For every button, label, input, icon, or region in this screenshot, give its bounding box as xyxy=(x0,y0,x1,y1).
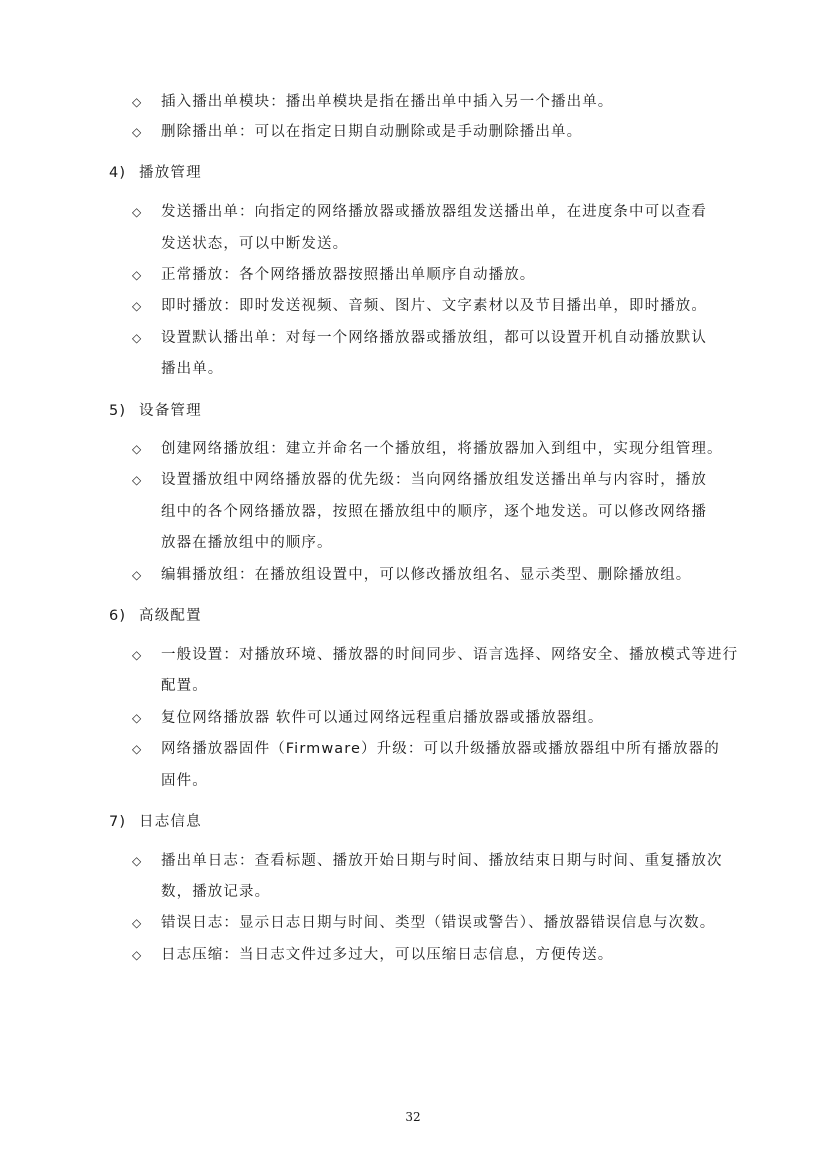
diamond-bullet-icon: ◇ xyxy=(132,299,142,313)
section-title: 播放管理 xyxy=(139,165,202,181)
list-item: 复位网络播放器 软件可以通过网络远程重启播放器或播放器组。 xyxy=(161,710,604,726)
section-heading xyxy=(109,812,202,832)
list-item: 插入播出单模块：播出单模块是指在播出单中插入另一个播出单。 xyxy=(161,94,614,110)
list-item-continuation: 组中的各个网络播放器，按照在播放组中的顺序，逐个地发送。可以修改网络播 xyxy=(161,504,707,520)
section-number: 6) xyxy=(109,608,127,624)
list-item: 设置播放组中网络播放器的优先级：当向网络播放组发送播出单与内容时，播放 xyxy=(161,472,707,488)
list-item: 网络播放器固件（Firmware）升级：可以升级播放器或播放器组中所有播放器的 xyxy=(161,741,720,757)
list-item: 播出单日志：查看标题、播放开始日期与时间、播放结束日期与时间、重复播放次 xyxy=(161,853,723,869)
list-item: 错误日志：显示日志日期与时间、类型（错误或警告）、播放器错误信息与次数。 xyxy=(161,915,716,931)
diamond-bullet-icon: ◇ xyxy=(132,711,142,725)
list-item-continuation: 固件。 xyxy=(161,773,208,789)
diamond-bullet-icon: ◇ xyxy=(132,331,142,345)
list-item-continuation: 发送状态，可以中断发送。 xyxy=(161,236,349,252)
diamond-bullet-icon: ◇ xyxy=(132,648,142,662)
section-heading xyxy=(109,606,202,626)
section-number: 5) xyxy=(109,403,127,419)
list-item-continuation: 放器在播放组中的顺序。 xyxy=(161,535,333,551)
section-heading xyxy=(109,401,202,421)
diamond-bullet-icon: ◇ xyxy=(132,125,142,139)
list-item: 删除播出单：可以在指定日期自动删除或是手动删除播出单。 xyxy=(161,124,583,140)
diamond-bullet-icon: ◇ xyxy=(132,442,142,456)
section-title: 日志信息 xyxy=(139,814,202,830)
diamond-bullet-icon: ◇ xyxy=(132,95,142,109)
section-heading xyxy=(109,163,202,183)
diamond-bullet-icon: ◇ xyxy=(132,568,142,582)
diamond-bullet-icon: ◇ xyxy=(132,268,142,282)
list-item: 即时播放：即时发送视频、音频、图片、文字素材以及节目播出单，即时播放。 xyxy=(161,298,707,314)
diamond-bullet-icon: ◇ xyxy=(132,854,142,868)
section-title: 高级配置 xyxy=(139,608,202,624)
list-item: 编辑播放组：在播放组设置中，可以修改播放组名、显示类型、删除播放组。 xyxy=(161,567,692,583)
list-item-continuation: 播出单。 xyxy=(161,361,224,377)
diamond-bullet-icon: ◇ xyxy=(132,205,142,219)
section-number: 7) xyxy=(109,814,127,830)
list-item: 设置默认播出单：对每一个网络播放器或播放组，都可以设置开机自动播放默认 xyxy=(161,330,707,346)
page-number: 32 xyxy=(405,1110,421,1124)
list-item: 创建网络播放组：建立并命名一个播放组，将播放器加入到组中，实现分组管理。 xyxy=(161,441,723,457)
list-item-continuation: 数，播放记录。 xyxy=(161,884,271,900)
section-number: 4) xyxy=(109,165,127,181)
list-item-continuation: 配置。 xyxy=(161,678,208,694)
diamond-bullet-icon: ◇ xyxy=(132,916,142,930)
diamond-bullet-icon: ◇ xyxy=(132,473,142,487)
section-title: 设备管理 xyxy=(139,403,202,419)
list-item: 日志压缩：当日志文件过多过大，可以压缩日志信息，方便传送。 xyxy=(161,947,614,963)
list-item: 一般设置：对播放环境、播放器的时间同步、语言选择、网络安全、播放模式等进行 xyxy=(161,647,739,663)
diamond-bullet-icon: ◇ xyxy=(132,948,142,962)
diamond-bullet-icon: ◇ xyxy=(132,742,142,756)
list-item: 正常播放：各个网络播放器按照播出单顺序自动播放。 xyxy=(161,267,536,283)
list-item: 发送播出单：向指定的网络播放器或播放器组发送播出单，在进度条中可以查看 xyxy=(161,204,707,220)
